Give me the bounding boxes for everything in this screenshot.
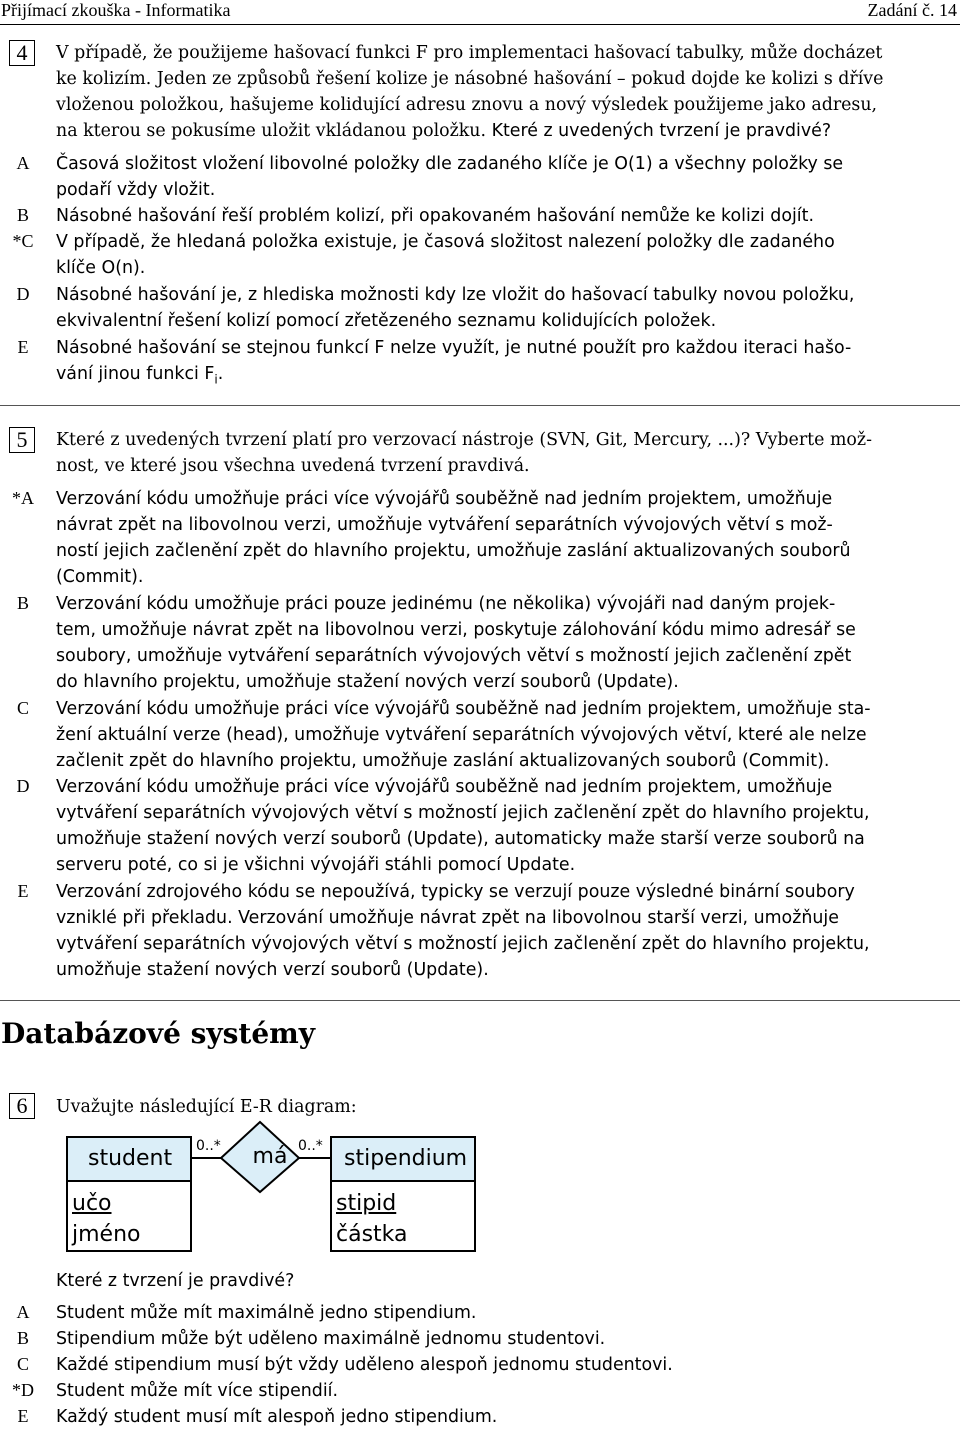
question-4-text [56, 40, 960, 144]
option-label: E [17, 1406, 29, 1426]
text-line: do hlavního projektu, umožňuje stažení nových verzí souborů (Update). [56, 672, 679, 692]
text-line: Násobné hašování řeší problém kolizí, při opakovaném hašování nemůže ke kolizi dojít. [56, 206, 814, 226]
text-line: Násobné hašování se stejnou funkcí F nelze využít, je nutné použít pro každou iteraci hašo- [56, 338, 852, 358]
attribute: jméno [72, 1222, 141, 1247]
option-label: *A [12, 488, 34, 508]
relationship-name: má [252, 1144, 288, 1169]
question-6-number: 6 [9, 1093, 35, 1119]
text-line: umožňuje stažení nových verzí souborů (Update). [56, 960, 489, 980]
attribute: částka [336, 1222, 408, 1247]
question-5-number: 5 [9, 427, 35, 453]
text-line: na kterou se pokusíme uložit vkládanou položku. [56, 121, 487, 141]
text-line: klíče O(n). [56, 258, 146, 278]
text-line: Verzování kódu umožňuje práci více vývojářů souběžně nad jedním projektem, umožňuje sta- [56, 699, 871, 719]
divider [0, 1000, 960, 1001]
text-line: Verzování kódu umožňuje práci pouze jedinému (ne několika) vývojáři nad daným projek- [56, 594, 836, 614]
option-label: A [16, 1302, 30, 1322]
q5-option-a [56, 486, 960, 590]
option-label: *C [12, 231, 34, 251]
text-line: vytváření separátních vývojových větví s možností jejich začlenění zpět do hlavního projektu, [56, 934, 870, 954]
option-label: B [16, 205, 29, 225]
q5-option-b [56, 591, 960, 695]
divider [0, 405, 960, 406]
text-line: ekvivalentní řešení kolizí pomocí zřetězeného seznamu kolidujících položek. [56, 311, 717, 331]
text-line: Verzování kódu umožňuje práci více vývojářů souběžně nad jedním projektem, umožňuje [56, 777, 833, 797]
text-line: serveru poté, co si je všichni vývojáři stáhli pomocí Update. [56, 855, 576, 875]
entity-stipendium [330, 1136, 476, 1252]
option-label: E [17, 881, 29, 901]
option-label: D [16, 284, 30, 304]
text-line: ností jejich začlenění zpět do hlavního projektu, umožňuje zaslání aktualizovaných souborů [56, 541, 851, 561]
section-title: Databázové systémy [1, 1017, 316, 1050]
header-rule [0, 24, 960, 25]
question-6-prompt: Které z tvrzení je pravdivé? [56, 1271, 295, 1291]
option-label: *D [12, 1380, 34, 1400]
cardinality-left: 0..* [196, 1138, 221, 1154]
q5-option-e [56, 879, 960, 983]
page-header [0, 0, 960, 22]
option-label: C [16, 698, 29, 718]
text-line: Které z uvedených tvrzení platí pro verzovací nástroje (SVN, Git, Mercury, ...)? Vyberte mož- [56, 430, 872, 450]
cardinality-right: 0..* [298, 1138, 323, 1154]
text-line: nost, ve které jsou všechna uvedená tvrzení pravdivá. [56, 456, 530, 476]
text-line: podaří vždy vložit. [56, 180, 216, 200]
text-tail: . [217, 364, 224, 384]
text-line: Časová složitost vložení libovolné položky dle zadaného klíče je O(1) a všechny položky se [56, 154, 844, 174]
option-label: A [16, 153, 30, 173]
text-line: žení aktuální verze (head), umožňuje vytváření separátních vývojových větví, které ale nelze [56, 725, 867, 745]
q6-option-a: Student může mít maximálně jedno stipendium. [56, 1303, 477, 1323]
entity-attributes [332, 1182, 474, 1250]
subscript: i [214, 372, 218, 387]
text-line: Verzování kódu umožňuje práci více vývojářů souběžně nad jedním projektem, umožňuje [56, 489, 833, 509]
text-line: tem, umožňuje návrat zpět na libovolnou verzi, poskytuje zálohování kódu mimo adresář se [56, 620, 856, 640]
text-line: vytváření separátních vývojových větví s možností jejich začlenění zpět do hlavního projektu, [56, 803, 870, 823]
option-label: B [16, 1328, 29, 1348]
entity-attributes [68, 1182, 190, 1250]
q5-option-d [56, 774, 960, 878]
q4-option-b [56, 203, 960, 229]
attribute: stipid [336, 1191, 397, 1216]
q6-option-d: Student může mít více stipendií. [56, 1381, 339, 1401]
q4-option-d [56, 282, 960, 334]
question-4-number: 4 [9, 40, 35, 66]
entity-student [66, 1136, 192, 1252]
text-line: soubory, umožňuje vytváření separátních vývojových větví s možností jejich začlenění zpět [56, 646, 852, 666]
q5-option-c [56, 696, 960, 774]
q4-option-e [56, 335, 960, 392]
option-label: D [16, 776, 30, 796]
text-line: vzniklé při překladu. Verzování umožňuje návrat zpět na libovolnou starší verzi, umožňuje [56, 908, 839, 928]
text-line: vloženou položkou, hašujeme kolidující adresu znovu a nový výsledek použijeme jako adresu, [56, 95, 878, 115]
text-line: umožňuje stažení nových verzí souborů (Update), automaticky maže starší verze souborů na [56, 829, 865, 849]
header-title: Přijímací zkouška - Informatika [1, 0, 231, 20]
q6-option-e: Každý student musí mít alespoň jedno stipendium. [56, 1407, 498, 1427]
text-line: začlenit zpět do hlavního projektu, umožňuje zaslání aktualizovaných souborů (Commit). [56, 751, 830, 771]
q4-option-c [56, 229, 960, 281]
text-line: V případě, že použijeme hašovací funkci F pro implementaci hašovací tabulky, může docházet [56, 43, 883, 63]
q6-option-c: Každé stipendium musí být vždy uděleno alespoň jednomu studentovi. [56, 1355, 673, 1375]
text-line: vání jinou funkci F [56, 364, 215, 384]
entity-name: stipendium [332, 1138, 474, 1182]
attribute: učo [72, 1191, 112, 1216]
text-line: (Commit). [56, 567, 144, 587]
entity-name: student [68, 1138, 190, 1182]
question-5-text [56, 427, 960, 479]
q4-option-a [56, 151, 960, 203]
text-line: ke kolizím. Jeden ze způsobů řešení kolize je násobné hašování – pokud dojde ke kolizi s dříve [56, 69, 884, 89]
header-assignment-number: Zadání č. 14 [867, 0, 957, 20]
option-label: B [16, 593, 29, 613]
text-line: Verzování zdrojového kódu se nepoužívá, typicky se verzují pouze výsledné binární soubory [56, 882, 855, 902]
text-line: Násobné hašování je, z hlediska možnosti kdy lze vložit do hašovací tabulky novou položku, [56, 285, 855, 305]
question-4-prompt: Které z uvedených tvrzení je pravdivé? [491, 121, 832, 141]
text-line: V případě, že hledaná položka existuje, je časová složitost nalezení položky dle zadaného [56, 232, 835, 252]
text-line: návrat zpět na libovolnou verzi, umožňuje vytváření separátních vývojových větví s mož- [56, 515, 833, 535]
question-6-intro: Uvažujte následující E-R diagram: [56, 1097, 357, 1117]
option-label: C [16, 1354, 29, 1374]
q6-option-b: Stipendium může být uděleno maximálně jednomu studentovi. [56, 1329, 606, 1349]
option-label: E [17, 337, 29, 357]
